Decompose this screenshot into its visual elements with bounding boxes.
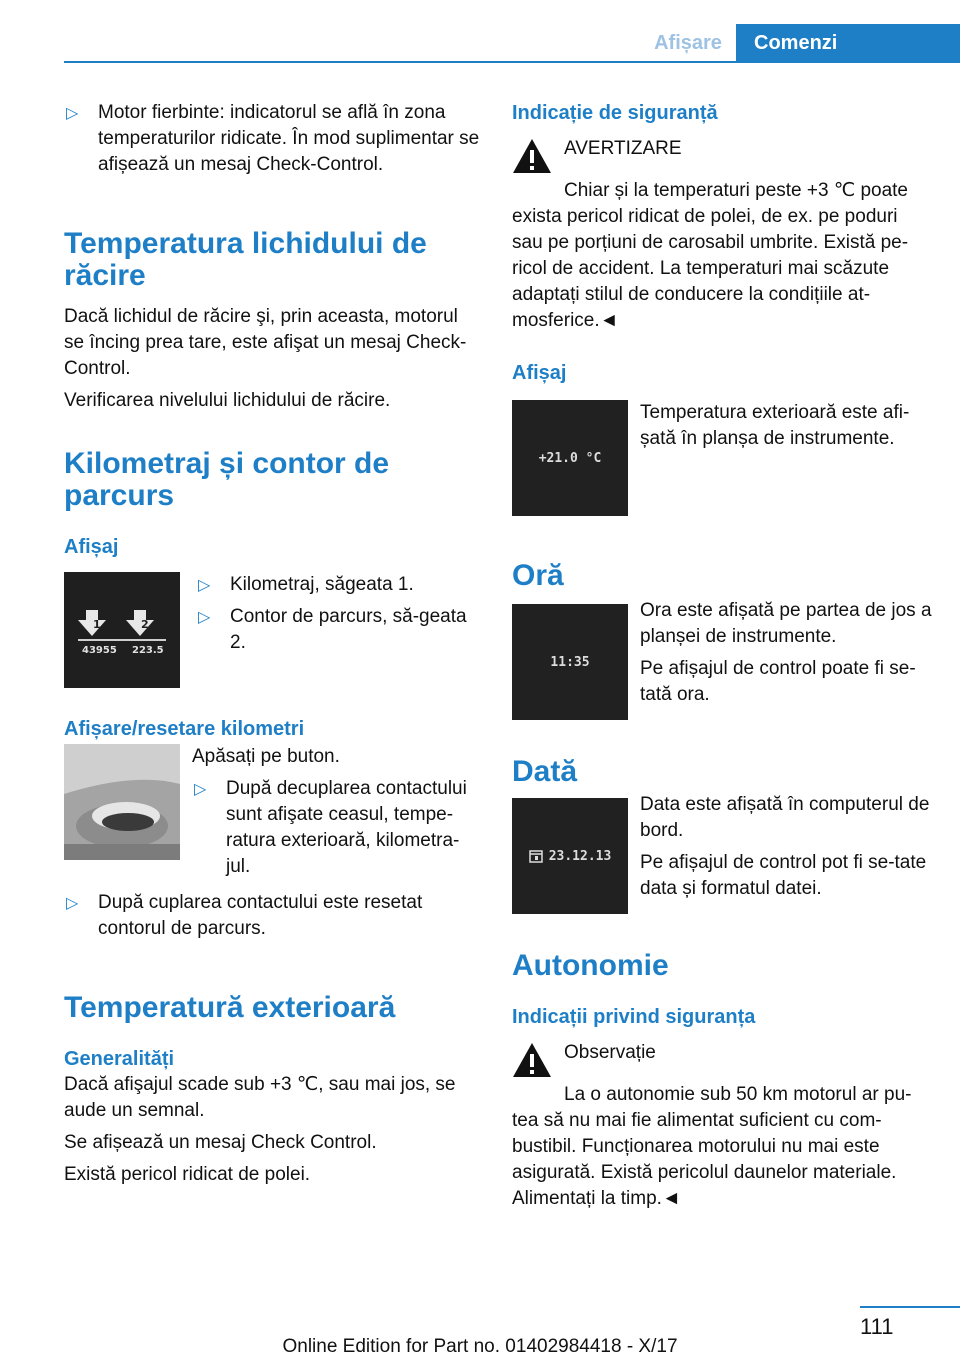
temp-text: Temperatura exterioară este afi‐șată în planșa de instrumente. [640, 402, 910, 449]
calendar-icon [529, 849, 543, 863]
engine-hot-list [64, 100, 482, 178]
time-title: Oră [512, 559, 564, 592]
reset-button-image [64, 744, 180, 860]
date-title: Dată [512, 755, 578, 788]
odometer-arrows-icon [64, 572, 180, 688]
warning-triangle-icon [512, 138, 552, 174]
left-column [64, 100, 482, 1194]
right-column [512, 100, 932, 1218]
note-label: Observație [564, 1042, 656, 1063]
reset-list-2 [64, 890, 482, 942]
reset-list [192, 776, 482, 880]
svg-text:1: 1 [93, 618, 101, 631]
tab-afisare[interactable]: Afișare [654, 32, 722, 54]
coolant-title: Temperatura lichidului de răcire [64, 227, 427, 292]
odometer-list [196, 572, 482, 656]
edition-footer: Online Edition for Part no. 01402984418 - X/17 [282, 1336, 678, 1357]
triangle-bullet-icon: ▷ [194, 781, 207, 798]
footer-rule [860, 1306, 960, 1308]
coolant-paragraph: Dacă lichidul de răcire şi, prin aceasta, motorul se încing prea tare, este afişat un mesaj Check-Control. [64, 306, 467, 379]
svg-text:2: 2 [141, 618, 149, 631]
warning-text: Chiar și la temperaturi peste +3 ℃ poate exista pericol ridicat de polei, de ex. pe poduri sau pe porțiuni de carosabil umbrite. Există pe‐ricol de accident. La temperaturi mai scăzute adaptați stilul de conducere la condițiile at‐mosferice.◄ [512, 180, 909, 331]
date-lcd-value: 23.12.13 [548, 848, 612, 864]
general-heading: Generalități [64, 1048, 175, 1070]
date-paragraph-2: Pe afișajul de control pot fi se‐tate data și formatul datei. [640, 852, 927, 899]
safety-heading: Indicație de siguranță [512, 102, 718, 124]
temp-display-image [512, 400, 628, 516]
note-block [512, 1040, 932, 1078]
time-figure-row [512, 600, 932, 720]
odometer-display-heading: Afișaj [64, 536, 119, 558]
odometer-figure-row [64, 572, 482, 688]
temp-figure-row [512, 400, 932, 516]
list-item: ▷ Motor fierbinte: indicatorul se află în zona temperaturilor ridicate. În mod suplimentar se afișează un mesaj Check-Control. [66, 102, 480, 175]
time-paragraph-2: Pe afișajul de control poate fi se‐tată ora. [640, 658, 916, 705]
outside-temp-paragraph-2: Se afișează un mesaj Check Control. [64, 1132, 377, 1153]
svg-text:223.5: 223.5 [132, 645, 164, 656]
reset-figure-row [64, 744, 482, 886]
outside-temp-title: Temperatură exterioară [64, 991, 396, 1024]
time-lcd-value: 11:35 [550, 654, 590, 670]
reset-heading: Afișare/resetare kilometri [64, 718, 305, 740]
note-text: La o autonomie sub 50 km motorul ar pu‐tea să nu mai fie alimentat suficient cu com‐bustibil. Funcționarea motorului nu mai este asigurată. Există pericolul daunelor materiale. Alimentați la timp.◄ [512, 1084, 912, 1209]
triangle-bullet-icon: ▷ [66, 895, 79, 912]
warning-block [512, 136, 932, 174]
svg-text:43955: 43955 [82, 645, 117, 656]
outside-temp-paragraph: Dacă afişajul scade sub +3 ℃, sau mai jos, se aude un semnal. [64, 1074, 456, 1121]
list-item: ▷ Contor de parcurs, să‐geata 2. [198, 606, 467, 653]
list-item: ▷ După decuplarea contactului sunt afişate ceasul, tempe‐ratura exterioară, kilometra‐jul. [194, 778, 467, 877]
outside-temp-paragraph-3: Există pericol ridicat de polei. [64, 1164, 311, 1185]
range-title: Autonomie [512, 949, 669, 982]
tab-comenzi[interactable]: Comenzi [736, 24, 960, 62]
time-display-image [512, 604, 628, 720]
triangle-bullet-icon: ▷ [198, 609, 211, 626]
reset-paragraph: Apăsați pe buton. [192, 746, 340, 767]
list-item: ▷ Kilometraj, săgeata 1. [196, 572, 482, 598]
temp-lcd-value: +21.0 °C [538, 450, 602, 466]
triangle-bullet-icon: ▷ [66, 105, 79, 122]
range-safety-heading: Indicații privind siguranța [512, 1006, 756, 1028]
display-heading: Afișaj [512, 362, 567, 384]
warning-label: AVERTIZARE [564, 138, 682, 159]
reset-button-photo-icon [64, 744, 180, 860]
date-figure-row [512, 794, 932, 914]
time-paragraph: Ora este afișată pe partea de jos a planșei de instrumente. [640, 600, 932, 647]
date-paragraph: Data este afișată în computerul de bord. [640, 794, 930, 841]
date-display-image [512, 798, 628, 914]
warning-triangle-icon [512, 1042, 552, 1078]
odometer-title: Kilometraj și contor de parcurs [64, 447, 390, 512]
triangle-bullet-icon: ▷ [198, 577, 211, 594]
odometer-display-image [64, 572, 180, 688]
header-rule [64, 61, 960, 63]
page-number: 111 [860, 1314, 894, 1339]
list-item: ▷ După cuplarea contactului este resetat contorul de parcurs. [66, 892, 423, 939]
coolant-paragraph-2: Verificarea nivelului lichidului de răcire. [64, 390, 391, 411]
